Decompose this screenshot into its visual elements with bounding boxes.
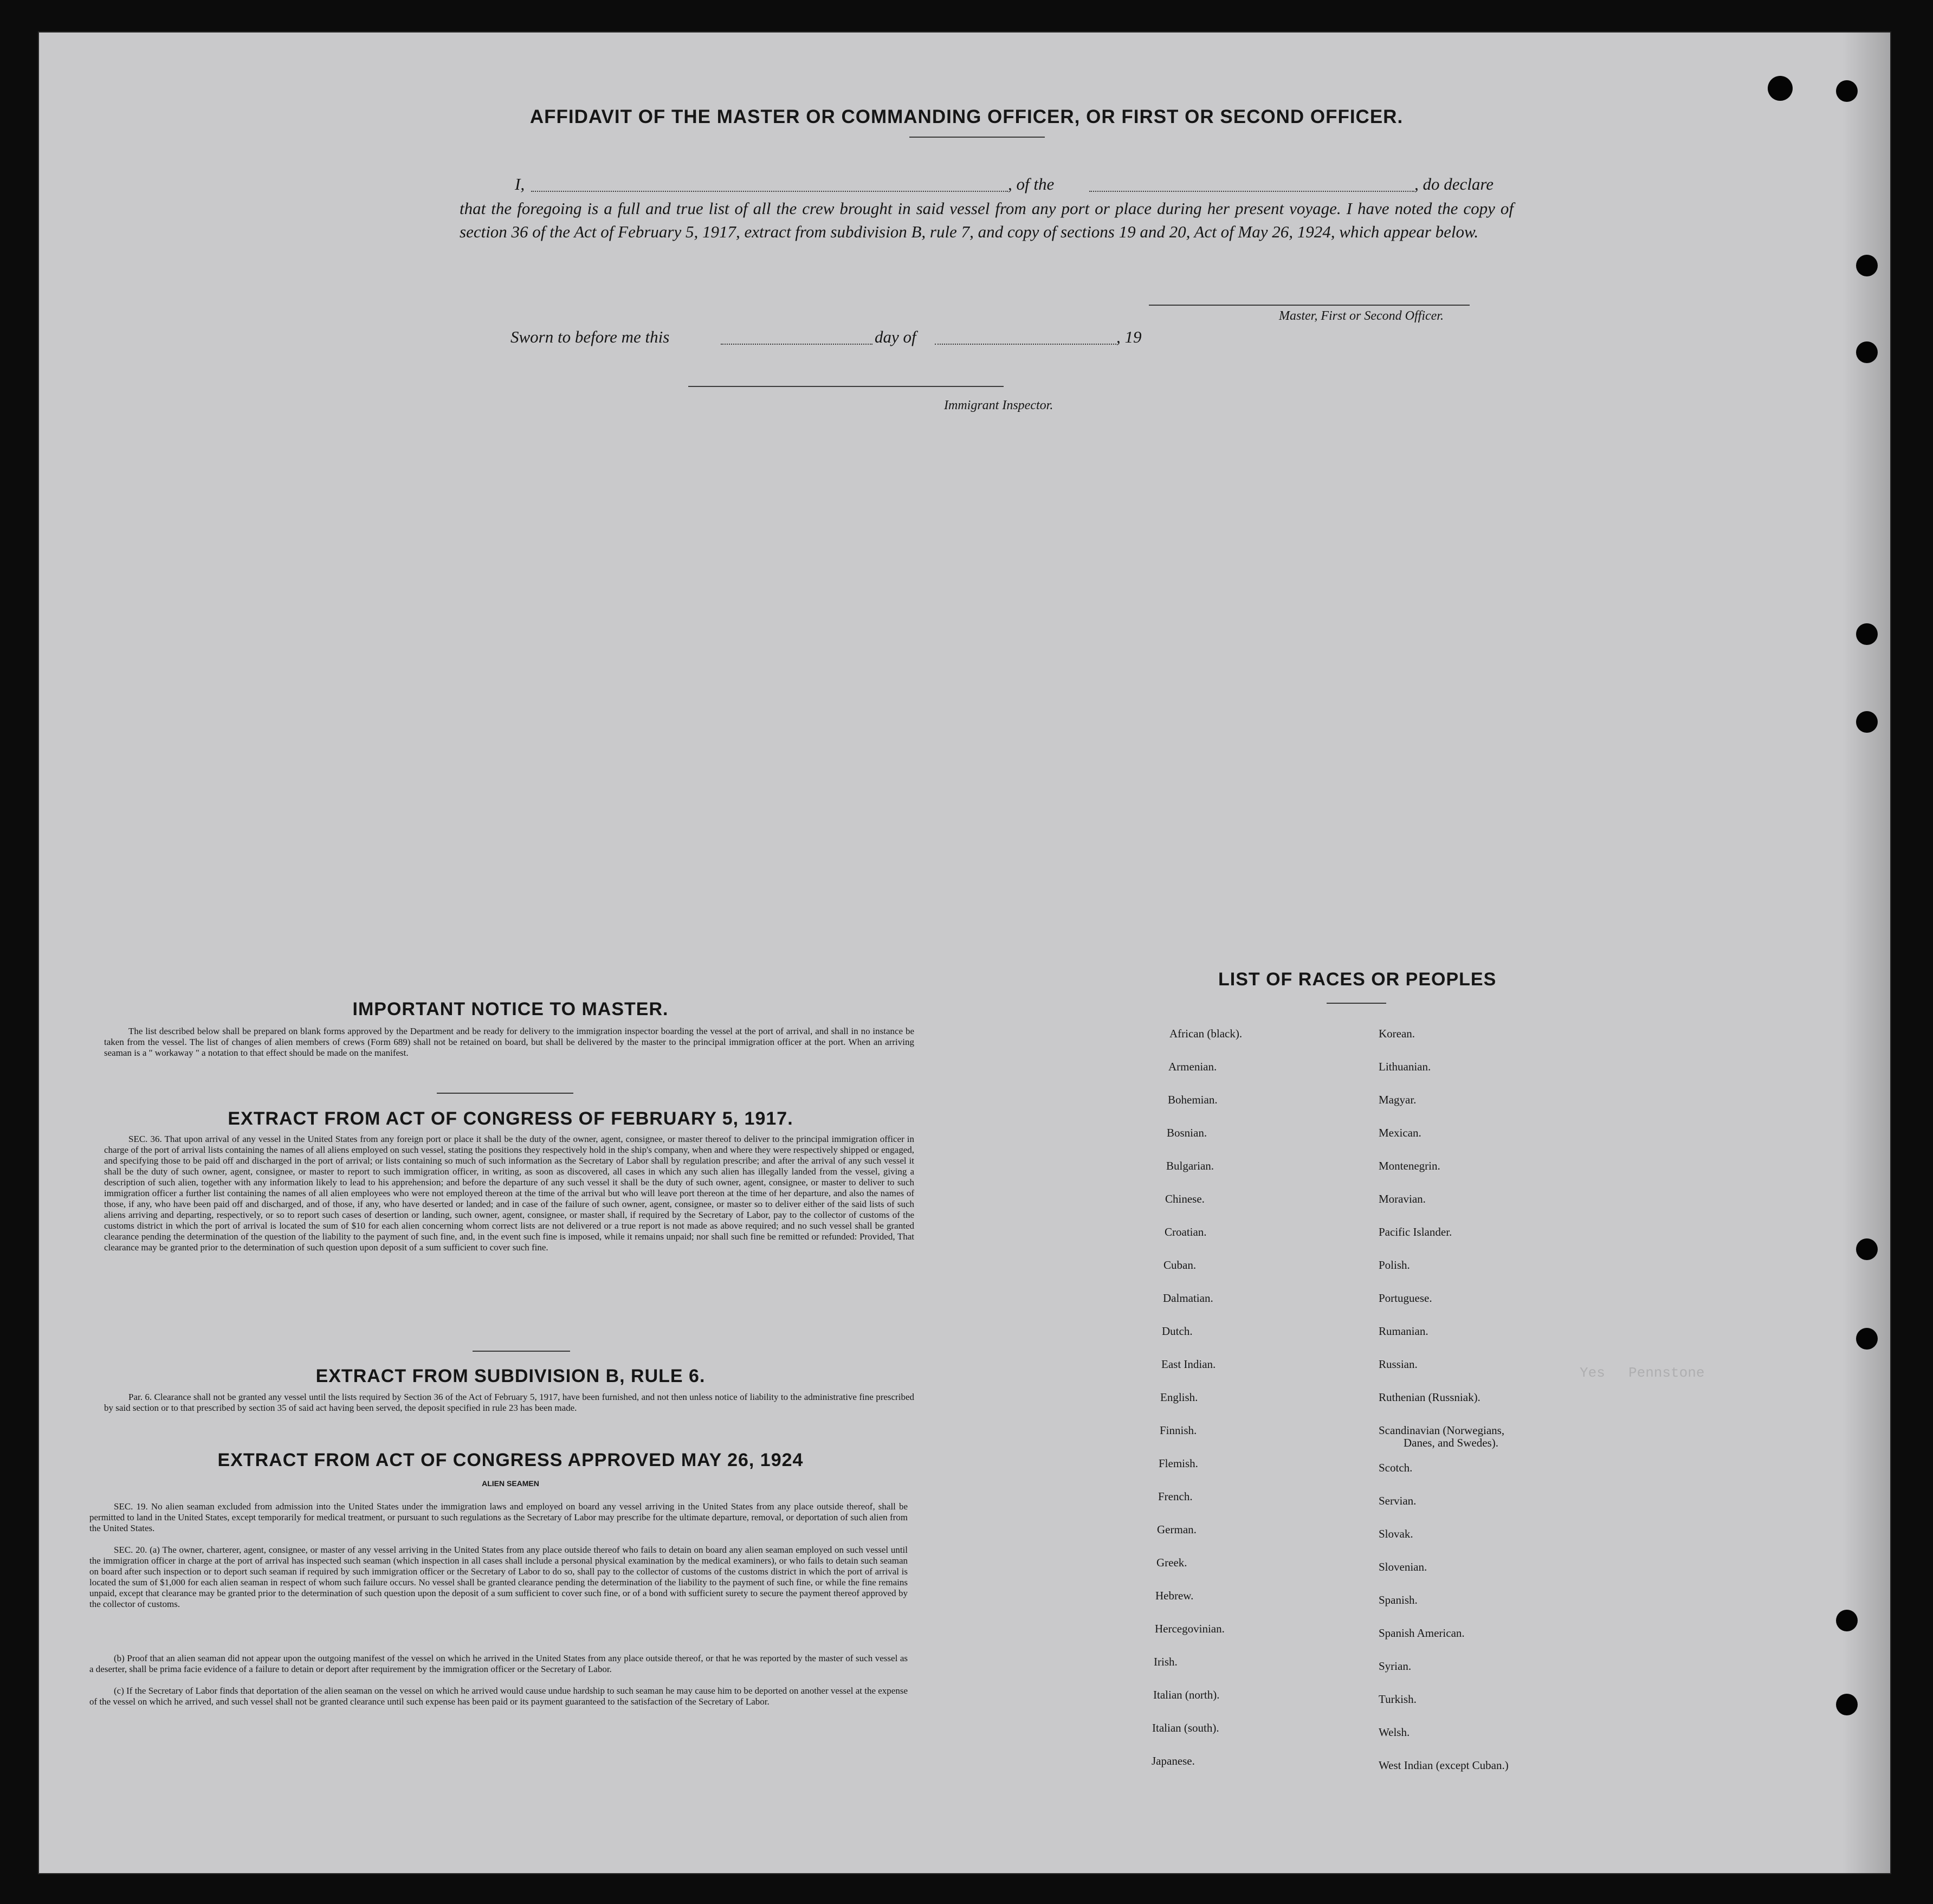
affidavit-do-declare: , do declare bbox=[1414, 175, 1494, 193]
race-item: Servian. bbox=[1379, 1494, 1417, 1507]
section-rule bbox=[473, 1351, 570, 1352]
race-item: Flemish. bbox=[1159, 1457, 1198, 1470]
master-signature-line bbox=[1149, 305, 1470, 306]
notice-text: The list described below shall be prepared on blank forms approved by the Department and be ready for delivery to the immigration inspector boarding the vessel at the port of arrival, and shall in no instance be taken from the vessel. The list of changes of alien members of crews (Form 689) shall not be retained on board, but shall be delivered by the master to the principal immigration officer at the port. When an arriving seaman is a " workaway " a notation to that effect should be made on the manifest. bbox=[104, 1026, 914, 1058]
race-item: Scotch. bbox=[1379, 1461, 1413, 1474]
race-item: Russian. bbox=[1379, 1358, 1418, 1371]
sec-20a-text: SEC. 20. (a) The owner, charterer, agent, consignee, or master of any vessel arriving in the United States from any place outside thereof who fails to detain on board any alien seaman employed on such vessel until the immigration officer in charge at the port of arrival has inspected such seaman (which inspection in all cases shall include a personal physical examination by the medical examiners), or who fails to detain such seaman on board after such inspection or to deport such seaman if required by such immigration officer or the Secretary of Labor to do so, shall pay to the collector of customs of the customs district in which the port of arrival is located the sum of $1,000 for each alien seaman in respect of whom such failure occurs. No vessel shall be granted clearance pending the determination of the liability to the payment of such fine, or while the fine remains unpaid, except that clearance may be granted prior to the determination of such question upon the deposit of a sum sufficient to cover such fine, or of a bond with sufficient surety to secure the payment thereof approved by the collector of customs. bbox=[89, 1545, 908, 1609]
affidavit-title: AFFIDAVIT OF THE MASTER OR COMMANDING OFFICER, OR FIRST OR SECOND OFFICER. bbox=[529, 106, 1404, 127]
race-item: Dalmatian. bbox=[1163, 1292, 1213, 1305]
race-item: Syrian. bbox=[1379, 1660, 1412, 1673]
punch-hole bbox=[1836, 80, 1858, 102]
bleed-through-text: Yes bbox=[1580, 1365, 1605, 1381]
race-item: French. bbox=[1158, 1490, 1193, 1503]
punch-hole bbox=[1856, 623, 1878, 645]
race-item: Lithuanian. bbox=[1379, 1060, 1431, 1073]
race-item: Bosnian. bbox=[1167, 1126, 1207, 1139]
punch-hole bbox=[1768, 76, 1793, 101]
race-item: Mexican. bbox=[1379, 1126, 1421, 1139]
race-item: East Indian. bbox=[1161, 1358, 1216, 1371]
race-item: Finnish. bbox=[1160, 1424, 1197, 1437]
race-item: West Indian (except Cuban.) bbox=[1379, 1759, 1509, 1772]
affidavit-i: I, bbox=[515, 175, 525, 193]
race-item: Bulgarian. bbox=[1166, 1159, 1214, 1172]
sworn-text: Sworn to before me this bbox=[510, 327, 670, 346]
race-item: Rumanian. bbox=[1379, 1325, 1428, 1338]
sworn-day-blank bbox=[721, 344, 872, 345]
rule-6-title: EXTRACT FROM SUBDIVISION B, RULE 6. bbox=[315, 1366, 706, 1386]
race-item: Pacific Islander. bbox=[1379, 1225, 1452, 1238]
race-item: Dutch. bbox=[1162, 1325, 1193, 1338]
race-item: Portuguese. bbox=[1379, 1292, 1432, 1305]
race-item: Moravian. bbox=[1379, 1192, 1426, 1205]
race-item: Hebrew. bbox=[1155, 1589, 1194, 1602]
race-item: Spanish American. bbox=[1379, 1627, 1465, 1640]
race-item: Cuban. bbox=[1163, 1258, 1197, 1272]
race-item: Slovak. bbox=[1379, 1527, 1413, 1540]
punch-hole bbox=[1856, 341, 1878, 363]
race-item: German. bbox=[1157, 1523, 1197, 1536]
race-item: Irish. bbox=[1154, 1655, 1178, 1668]
race-item: Korean. bbox=[1379, 1027, 1415, 1040]
punch-hole bbox=[1856, 255, 1878, 276]
race-item: English. bbox=[1160, 1391, 1198, 1404]
race-item: Bohemian. bbox=[1168, 1093, 1218, 1106]
punch-hole bbox=[1856, 1238, 1878, 1260]
extract-1924-title: EXTRACT FROM ACT OF CONGRESS APPROVED MAY 26, 1924 bbox=[217, 1450, 804, 1470]
race-item: Hercegovinian. bbox=[1155, 1622, 1225, 1635]
sec-19-text: SEC. 19. No alien seaman excluded from admission into the United States under the immigration laws and employed on board any vessel arriving in the United States from any place outside thereof, shall be permitted to land in the United States, except temporarily for medical treatment, or pursuant to such regulations as the Secretary of Labor may prescribe for the ultimate departure, removal, or deportation of such alien from the United States. bbox=[89, 1501, 908, 1533]
race-item: Turkish. bbox=[1379, 1693, 1417, 1706]
day-of-text: day of bbox=[875, 327, 916, 346]
race-item: Scandinavian (Norwegians, bbox=[1379, 1424, 1505, 1437]
race-item: African (black). bbox=[1169, 1027, 1243, 1040]
notice-title: IMPORTANT NOTICE TO MASTER. bbox=[352, 999, 669, 1019]
races-title: LIST OF RACES OR PEOPLES bbox=[1218, 969, 1497, 990]
name-blank bbox=[531, 191, 1008, 192]
race-item: Slovenian. bbox=[1379, 1560, 1427, 1573]
year-text: , 19 bbox=[1116, 327, 1142, 346]
race-item: Ruthenian (Russniak). bbox=[1379, 1391, 1481, 1404]
race-item: Welsh. bbox=[1379, 1726, 1410, 1739]
race-item-continuation: Danes, and Swedes). bbox=[1404, 1436, 1498, 1449]
master-signature-label: Master, First or Second Officer. bbox=[1279, 309, 1444, 323]
race-item: Croatian. bbox=[1165, 1225, 1207, 1238]
race-item: Magyar. bbox=[1379, 1093, 1417, 1106]
race-item: Spanish. bbox=[1379, 1593, 1418, 1606]
title-rule bbox=[909, 137, 1045, 138]
race-item: Montenegrin. bbox=[1379, 1159, 1440, 1172]
race-item: Italian (south). bbox=[1152, 1721, 1219, 1734]
punch-hole bbox=[1856, 1328, 1878, 1350]
bleed-through-text: Pennstone bbox=[1628, 1365, 1705, 1381]
affidavit-paragraph: that the foregoing is a full and true list of all the crew brought in said vessel from any port or place during her present voyage. I have noted the copy of section 36 of the Act of February 5, 1917, extract from subdivision B, rule 7, and copy of sections 19 and 20, Act of May 26, 1924, which appear below. bbox=[460, 199, 1514, 241]
affidavit-of-the: , of the bbox=[1008, 175, 1055, 193]
race-item: Japanese. bbox=[1152, 1754, 1195, 1767]
race-item: Polish. bbox=[1379, 1258, 1410, 1272]
alien-seamen-subtitle: ALIEN SEAMEN bbox=[482, 1479, 539, 1488]
sec-20c-text: (c) If the Secretary of Labor finds that deportation of the alien seaman on the vessel on which he arrived would cause undue hardship to such seaman he may cause him to be deported on another vessel at the expense of the vessel on which he arrived, and such vessel shall not be granted clearance until such expense has been paid or its payment guaranteed to the satisfaction of the Secretary of Labor. bbox=[89, 1686, 908, 1707]
races-title-rule bbox=[1327, 1003, 1386, 1004]
race-item: Greek. bbox=[1156, 1556, 1187, 1569]
inspector-label: Immigrant Inspector. bbox=[944, 398, 1053, 412]
rule-6-text: Par. 6. Clearance shall not be granted any vessel until the lists required by Section 36 of the Act of February 5, 1917, have been furnished, and not then unless notice of liability to the administrative fine prescribed by said section or to that prescribed by section 35 of said act having been served, the deposit specified in rule 23 has been made. bbox=[104, 1392, 914, 1413]
extract-1917-title: EXTRACT FROM ACT OF CONGRESS OF FEBRUARY 5, 1917. bbox=[228, 1108, 793, 1129]
punch-hole bbox=[1836, 1694, 1858, 1715]
punch-hole bbox=[1856, 711, 1878, 733]
sec-20b-text: (b) Proof that an alien seaman did not appear upon the outgoing manifest of the vessel on which he arrived in the United States from any place outside thereof, or that he was reported by the master of such vessel as a deserter, shall be prima facie evidence of a failure to detain or deport after requirement by the immigration officer or the Secretary of Labor. bbox=[89, 1653, 908, 1674]
punch-hole bbox=[1836, 1610, 1858, 1631]
race-item: Armenian. bbox=[1168, 1060, 1217, 1073]
race-item: Chinese. bbox=[1165, 1192, 1205, 1205]
extract-1917-text: SEC. 36. That upon arrival of any vessel in the United States from any foreign port or place it shall be the duty of the owner, agent, consignee, or master thereof to deliver to the principal immigration officer in charge of the port of arrival lists containing the names of all aliens employed on such vessel, stating the positions they respectively hold in the ship's company, when and where they were respectively shipped or engaged, and specifying those to be paid off and discharged in the port of arrival; or lists containing so much of such information as the Secretary of Labor shall by regulation prescribe; and after the arrival of any such vessel it shall be the duty of such owner, agent, consignee, or master to report to such immigration officer, in writing, as soon as discovered, all cases in which any such alien has illegally landed from the vessel, giving a description of such alien, together with any information likely to lead to his apprehension; and before the departure of any such vessel it shall be the duty of such owner, agent, consignee, or master to deliver to such immigration officer a further list containing the names of all alien employees who were not employed thereon at the time of the arrival but who will leave port thereon at the time of her departure, and also the names of those, if any, who have been paid off and discharged, and of those, if any, who have deserted or landed; and in case of the failure of such owner, agent, consignee, or master so to deliver either of the said lists of such aliens arriving and departing, respectively, or so to report such cases of desertion or landing, such owner, agent, consignee, or master shall, if required by the Secretary of Labor, pay to the collector of customs of the customs district in which the port of arrival is located the sum of $10 for each alien concerning whom correct lists are not delivered or a true report is not made as above required; and no such vessel shall be granted clearance pending the determination of the question of the liability to the payment of such fine, and, in the event such fine is imposed, while it remains unpaid; nor shall such fine be remitted or refunded: Provided, That clearance may be granted prior to the determination of such question upon deposit of a sum sufficient to cover such fine. bbox=[104, 1134, 914, 1253]
inspector-signature-line bbox=[688, 386, 1004, 387]
vessel-blank bbox=[1089, 191, 1414, 192]
section-rule bbox=[437, 1093, 573, 1094]
sworn-month-blank bbox=[935, 344, 1116, 345]
race-item: Italian (north). bbox=[1153, 1688, 1220, 1701]
